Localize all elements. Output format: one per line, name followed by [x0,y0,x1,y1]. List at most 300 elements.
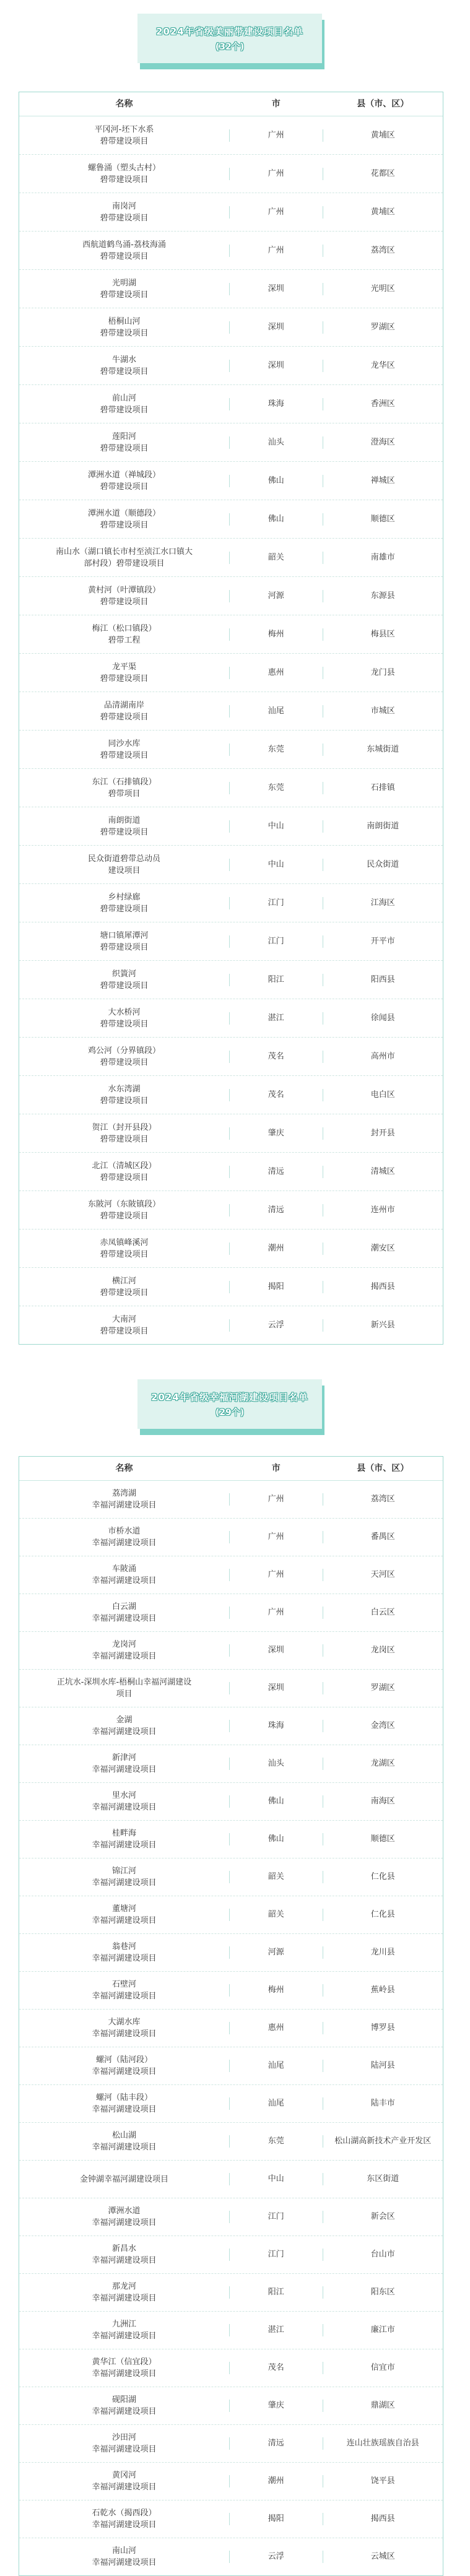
project-city: 茂名 [229,2362,323,2374]
table-row [19,1632,443,1670]
project-name [19,2470,229,2493]
project-city: 阳江 [229,974,323,986]
project-name-line: 鸡公河（分界镇段） [87,1046,160,1056]
table-row [19,1229,443,1268]
project-name-line: 塘口镇犀潭河 [100,930,149,940]
project-name-line: 幸福河湖建设项目 [92,1954,157,1963]
project-name-line: 幸福河湖建设项目 [92,1841,157,1850]
project-county: 顺德区 [370,1834,395,1844]
table-row [19,1038,443,1076]
project-name [19,1045,229,1069]
project-name-line: 碧带建设项目 [100,674,149,683]
project-city: 深圳 [229,1644,323,1657]
project-name [19,1237,229,1260]
project-name-line: 北江（清城区段） [92,1161,157,1171]
project-county: 光明区 [370,284,395,293]
project-city: 广州 [229,168,323,180]
project-county: 连山壮族瑶族自治县 [346,2439,419,2448]
project-county: 云城区 [370,2552,395,2561]
table-row [19,1306,443,1344]
table-row [19,2500,443,2538]
table-header [19,1457,443,1481]
project-county: 南雄市 [370,552,395,562]
project-county: 清城区 [370,1166,395,1176]
project-name-line: 幸福河湖建设项目 [92,1652,157,1661]
project-name-line: 碧带建设项目 [100,290,149,300]
project-name-line: 幸福河湖建设项目 [92,2445,157,2454]
project-name-line: 碧带建设项目 [100,904,149,914]
project-name-line: 碧带建设项目 [100,942,149,952]
project-city: 梅州 [229,1984,323,1997]
project-name [19,738,229,761]
table-row [19,769,443,807]
project-name-line: 赤凤镇峰溪河 [100,1238,149,1247]
project-name-line: 幸福河湖建设项目 [92,2369,157,2379]
project-county: 揭西县 [370,2514,395,2523]
project-name-line: 碧带建设项目 [100,366,149,376]
project-city: 韶关 [229,1871,323,1883]
table-row [19,1858,443,1896]
table-row [19,1707,443,1745]
project-name-line: 幸福河湖建设项目 [92,2294,157,2303]
table-row [19,692,443,731]
project-name [19,2281,229,2304]
project-name [19,2507,229,2531]
project-name [19,1903,229,1927]
project-name-line: 正坑水-深圳水库-梧桐山幸福河湖建设 [56,1678,192,1687]
project-name-line: 碧带建设项目 [100,1173,149,1182]
project-name-line: 建设项目 [108,865,141,875]
project-name-line: 大湖水库 [108,2018,141,2027]
project-county: 梅县区 [370,629,395,639]
project-name-line: 那龙河 [111,2282,136,2291]
project-city: 东莞 [229,744,323,756]
project-name-line: 幸福河湖建设项目 [92,1878,157,1888]
project-city: 肇庆 [229,2400,323,2412]
project-name-line: 砚阳湖 [111,2395,136,2405]
table-row [19,1594,443,1632]
project-name [19,815,229,838]
project-city: 肇庆 [229,1127,323,1140]
project-county: 松山湖高新技术产业开发区 [334,2136,432,2146]
project-name-line: 螺河（陆河段） [95,2055,152,2065]
project-name-line: 董塘河 [111,1904,136,1914]
table-row [19,2463,443,2500]
project-name [19,2092,229,2115]
project-name-line: 碧带建设项目 [100,1134,149,1144]
table-row [19,2198,443,2236]
table-row [19,615,443,654]
project-name-line: 碧带建设项目 [100,1326,149,1336]
project-name-line: 金湖 [116,1715,133,1725]
project-name-line: 织篢河 [111,969,136,979]
project-name-line: 梅江（松口镇段） [92,623,157,633]
project-name [19,1601,229,1624]
table-row [19,308,443,347]
project-city: 潮州 [229,2475,323,2487]
project-name-line: 碧带建设项目 [100,213,149,223]
project-name-line: 幸福河湖建设项目 [92,2143,157,2152]
project-name [19,891,229,915]
project-name [19,1639,229,1662]
project-name-line: 荔湾湖 [111,1489,136,1498]
project-city: 深圳 [229,1682,323,1694]
table-row [19,116,443,155]
table-row [19,270,443,308]
project-county: 封开县 [370,1128,395,1138]
project-county: 民众街道 [367,859,399,869]
table-row [19,155,443,193]
table-row [19,2312,443,2349]
project-name-line: 碧带建设项目 [100,482,149,492]
table-row [19,1745,443,1783]
project-city: 揭阳 [229,1281,323,1293]
table-row [19,2349,443,2387]
project-name-line: 碧带建设项目 [100,136,149,146]
project-name-line: 幸福河湖建设项目 [92,2218,157,2227]
project-name-line: 西航道鹤鸟涌-荔枝海涌 [82,240,166,249]
project-name-line: 碧带工程 [108,635,141,645]
project-county: 香洲区 [370,399,395,409]
project-city: 广州 [229,1569,323,1581]
project-name-line: 大南河 [111,1314,136,1324]
table-row [19,1821,443,1858]
table-row [19,2538,443,2575]
project-name-line: 幸福河湖建设项目 [92,1803,157,1812]
project-name-line: 同沙水库 [108,739,141,748]
project-name-line: 南岗河 [111,201,136,211]
project-name-line: 幸福河湖建设项目 [92,1501,157,1510]
project-name-line: 碧带建设项目 [100,1249,149,1259]
project-county: 博罗县 [370,2023,395,2032]
table-row [19,347,443,385]
section-count: (32个) [215,41,245,52]
project-name-line: 幸福河湖建设项目 [92,2483,157,2492]
project-name-line: 民众街道碧带总动员 [87,854,160,864]
project-name-line: 南朗街道 [108,815,141,825]
table-row [19,2161,443,2198]
project-city: 湛江 [229,1012,323,1025]
project-name [19,1865,229,1889]
project-name [19,354,229,378]
banner-card [137,14,322,63]
table-row [19,1114,443,1153]
project-name [19,1828,229,1851]
table-row [19,423,443,462]
project-city: 深圳 [229,321,323,334]
table-row [19,232,443,270]
project-county: 黄埔区 [370,207,395,217]
project-city: 珠海 [229,398,323,410]
project-county: 鼎湖区 [370,2401,395,2410]
table-row [19,1783,443,1821]
project-county: 高州市 [370,1051,395,1061]
project-name-line: 幸福河湖建设项目 [92,2331,157,2341]
project-county: 天河区 [370,1570,395,1579]
project-name-line: 碧带建设项目 [100,597,149,607]
project-county: 蕉岭县 [370,1985,395,1995]
project-city: 深圳 [229,360,323,372]
project-name-line: 幸福河湖建设项目 [92,1727,157,1737]
project-name [19,1752,229,1776]
project-city: 江门 [229,897,323,909]
project-name-line: 幸福河湖建设项目 [92,2105,157,2114]
header-name: 名称 [115,98,133,109]
project-city: 梅州 [229,628,323,641]
project-name-line: 碧带建设项目 [100,1096,149,1106]
project-name [19,277,229,301]
project-name [19,124,229,147]
table-row [19,193,443,232]
project-city: 韶关 [229,552,323,564]
project-name-line: 潭洲水道（顺德段） [87,508,160,518]
project-table [19,92,443,1345]
project-name [19,162,229,186]
project-name-line: 幸福河湖建设项目 [92,2558,157,2567]
project-name-line: 碧带建设项目 [100,1019,149,1029]
project-county: 连州市 [370,1205,395,1215]
project-city: 茂名 [229,1051,323,1063]
table-row [19,1268,443,1306]
project-name-line: 桂畔海 [111,1829,136,1838]
table-row [19,731,443,769]
table-row [19,2387,443,2425]
project-county: 东区街道 [367,2174,399,2184]
project-city: 中山 [229,2173,323,2185]
table-row [19,2085,443,2123]
project-county: 新兴县 [370,1320,395,1330]
project-county: 仁化县 [370,1910,395,1919]
table-row [19,2047,443,2085]
section-count: (29个) [215,1407,245,1418]
project-county: 金湾区 [370,1721,395,1730]
project-city: 佛山 [229,1795,323,1808]
table-row [19,654,443,692]
project-name-line: 幸福河湖建设项目 [92,1765,157,1774]
project-name-line: 金钟湖幸福河湖建设项目 [79,2174,168,2184]
project-name-line: 碧带建设项目 [100,1057,149,1067]
project-name-line: 螺鲁涌（塑头古村） [87,163,160,173]
project-name [19,584,229,608]
project-name-line: 幸福河湖建设项目 [92,1576,157,1585]
project-name-line: 碧带建设项目 [100,405,149,415]
project-county: 罗湖区 [370,322,395,332]
project-city: 江门 [229,2249,323,2261]
project-name-line: 九洲江 [111,2320,136,2329]
project-name-line: 碧带建设项目 [100,443,149,453]
project-name-line: 锦江河 [111,1867,136,1876]
project-county: 白云区 [370,1608,395,1617]
project-city: 惠州 [229,2022,323,2034]
project-county: 黄埔区 [370,130,395,140]
header-county: 县（市、区） [357,99,409,109]
project-city: 东莞 [229,2135,323,2148]
project-name [19,1790,229,1813]
project-name [19,2356,229,2380]
project-city: 云浮 [229,2551,323,2563]
table-row [19,1153,443,1191]
project-name [19,2394,229,2418]
project-county: 陆丰市 [370,2099,395,2108]
project-name [19,1525,229,1549]
table-row [19,1481,443,1519]
table-row [19,884,443,922]
project-name [19,1160,229,1184]
project-name [19,2054,229,2078]
project-county: 石排镇 [370,783,395,792]
project-city: 广州 [229,245,323,257]
project-name-line: 新昌水 [111,2244,136,2253]
project-county: 揭西县 [370,1281,395,1291]
project-city: 广州 [229,129,323,142]
project-county: 罗湖区 [370,1683,395,1693]
project-name-line: 碧带建设项目 [100,328,149,338]
project-name [19,2130,229,2153]
section-banner [137,1379,323,1436]
project-city: 汕尾 [229,2097,323,2110]
project-name [19,930,229,953]
project-county: 陆河县 [370,2061,395,2070]
project-county: 市城区 [370,706,395,716]
project-city: 汕尾 [229,2060,323,2072]
project-name-line: 黄村河（叶潭镇段） [87,585,160,595]
project-county: 潮安区 [370,1243,395,1253]
project-name-line: 平冈河-坯下水系 [94,124,154,134]
project-name [19,2545,229,2569]
project-name [19,469,229,493]
project-county: 澄海区 [370,437,395,447]
project-name [19,431,229,454]
project-name-line: 横江河 [111,1276,136,1286]
project-name-line: 幸福河湖建设项目 [92,2256,157,2265]
project-city: 河源 [229,1946,323,1959]
project-city: 潮州 [229,1242,323,1255]
project-county: 顺德区 [370,514,395,524]
table-row [19,1972,443,2010]
project-city: 揭阳 [229,2513,323,2525]
project-name-line: 幸福河湖建设项目 [92,1992,157,2001]
project-county: 龙川县 [370,1948,395,1957]
table-row [19,2425,443,2463]
project-name-line: 东陂河（东陂镇段） [87,1199,160,1209]
project-city: 中山 [229,820,323,833]
project-name [19,2432,229,2455]
project-county: 电白区 [370,1090,395,1099]
project-name [19,2243,229,2266]
project-name [19,661,229,685]
table-row [19,385,443,423]
project-name-line: 水东湾湖 [108,1084,141,1094]
project-name [19,1122,229,1145]
project-name [19,2205,229,2229]
project-city: 江门 [229,935,323,948]
project-county: 东城街道 [367,744,399,754]
table-row [19,2274,443,2312]
project-city: 广州 [229,206,323,219]
project-name [19,392,229,416]
project-city: 清远 [229,2437,323,2450]
section-banner [137,14,323,71]
project-name [19,1488,229,1511]
project-city: 湛江 [229,2324,323,2336]
project-county: 饶平县 [370,2476,395,2486]
project-name [19,1314,229,1337]
project-city: 茂名 [229,1089,323,1101]
project-name-line: 黄冈河 [111,2471,136,2480]
project-county: 信宜市 [370,2363,395,2372]
project-name-line: 乡村绿廊 [108,892,141,902]
project-name-line: 碧带建设项目 [100,520,149,530]
project-city: 汕头 [229,1758,323,1770]
table-row [19,2236,443,2274]
project-city: 江门 [229,2211,323,2223]
project-city: 河源 [229,590,323,602]
project-name-line: 里水河 [111,1791,136,1800]
project-city: 云浮 [229,1319,323,1332]
table-row [19,1076,443,1114]
project-county: 花都区 [370,168,395,178]
project-name-line: 白云湖 [111,1602,136,1611]
project-name-line: 幸福河湖建设项目 [92,2029,157,2039]
project-name [19,1714,229,1738]
table-row [19,462,443,500]
table-row [19,922,443,961]
project-city: 珠海 [229,1720,323,1732]
section-title: 2024年省级美丽带建设项目名单 [156,25,303,37]
table-row [19,807,443,846]
project-name-line: 松山湖 [111,2131,136,2140]
table-header [19,92,443,116]
table-row [19,1191,443,1229]
project-county: 开平市 [370,936,395,946]
project-name-line: 南山河 [111,2546,136,2556]
project-city: 佛山 [229,475,323,487]
table-row [19,1556,443,1594]
project-city: 清远 [229,1166,323,1178]
project-county: 阳东区 [370,2288,395,2297]
project-county: 龙华区 [370,360,395,370]
table-row [19,1519,443,1556]
project-name-line: 碧带建设项目 [100,1211,149,1221]
project-name [19,1563,229,1587]
header-name: 名称 [115,1463,133,1473]
banner-card [137,1379,322,1429]
project-name [19,776,229,800]
project-name-line: 幸福河湖建设项目 [92,1916,157,1925]
project-city: 广州 [229,1531,323,1543]
project-name-line: 石壁河 [111,1980,136,1989]
project-name [19,2318,229,2342]
project-name-line: 南山水（湖口镇长市村至浈江水口镇大 [55,547,193,557]
project-county: 南朗街道 [367,821,399,831]
project-county: 荔湾区 [370,1494,395,1504]
project-name [19,546,229,570]
project-name [19,623,229,646]
project-city: 佛山 [229,513,323,526]
project-name-line: 项目 [116,1689,133,1699]
project-name-line: 贺江（封开县段） [92,1122,157,1132]
project-city: 清远 [229,1204,323,1216]
project-name-line: 碧带建设项目 [100,827,149,837]
project-county: 阳西县 [370,974,395,984]
project-table [19,1456,443,2576]
project-name-line: 车陂涌 [111,1564,136,1574]
table-row [19,2123,443,2161]
project-name-line: 碧带建设项目 [100,712,149,722]
project-name-line: 光明湖 [111,278,136,288]
project-city: 韶关 [229,1909,323,1921]
header-county: 县（市、区） [357,1464,409,1473]
